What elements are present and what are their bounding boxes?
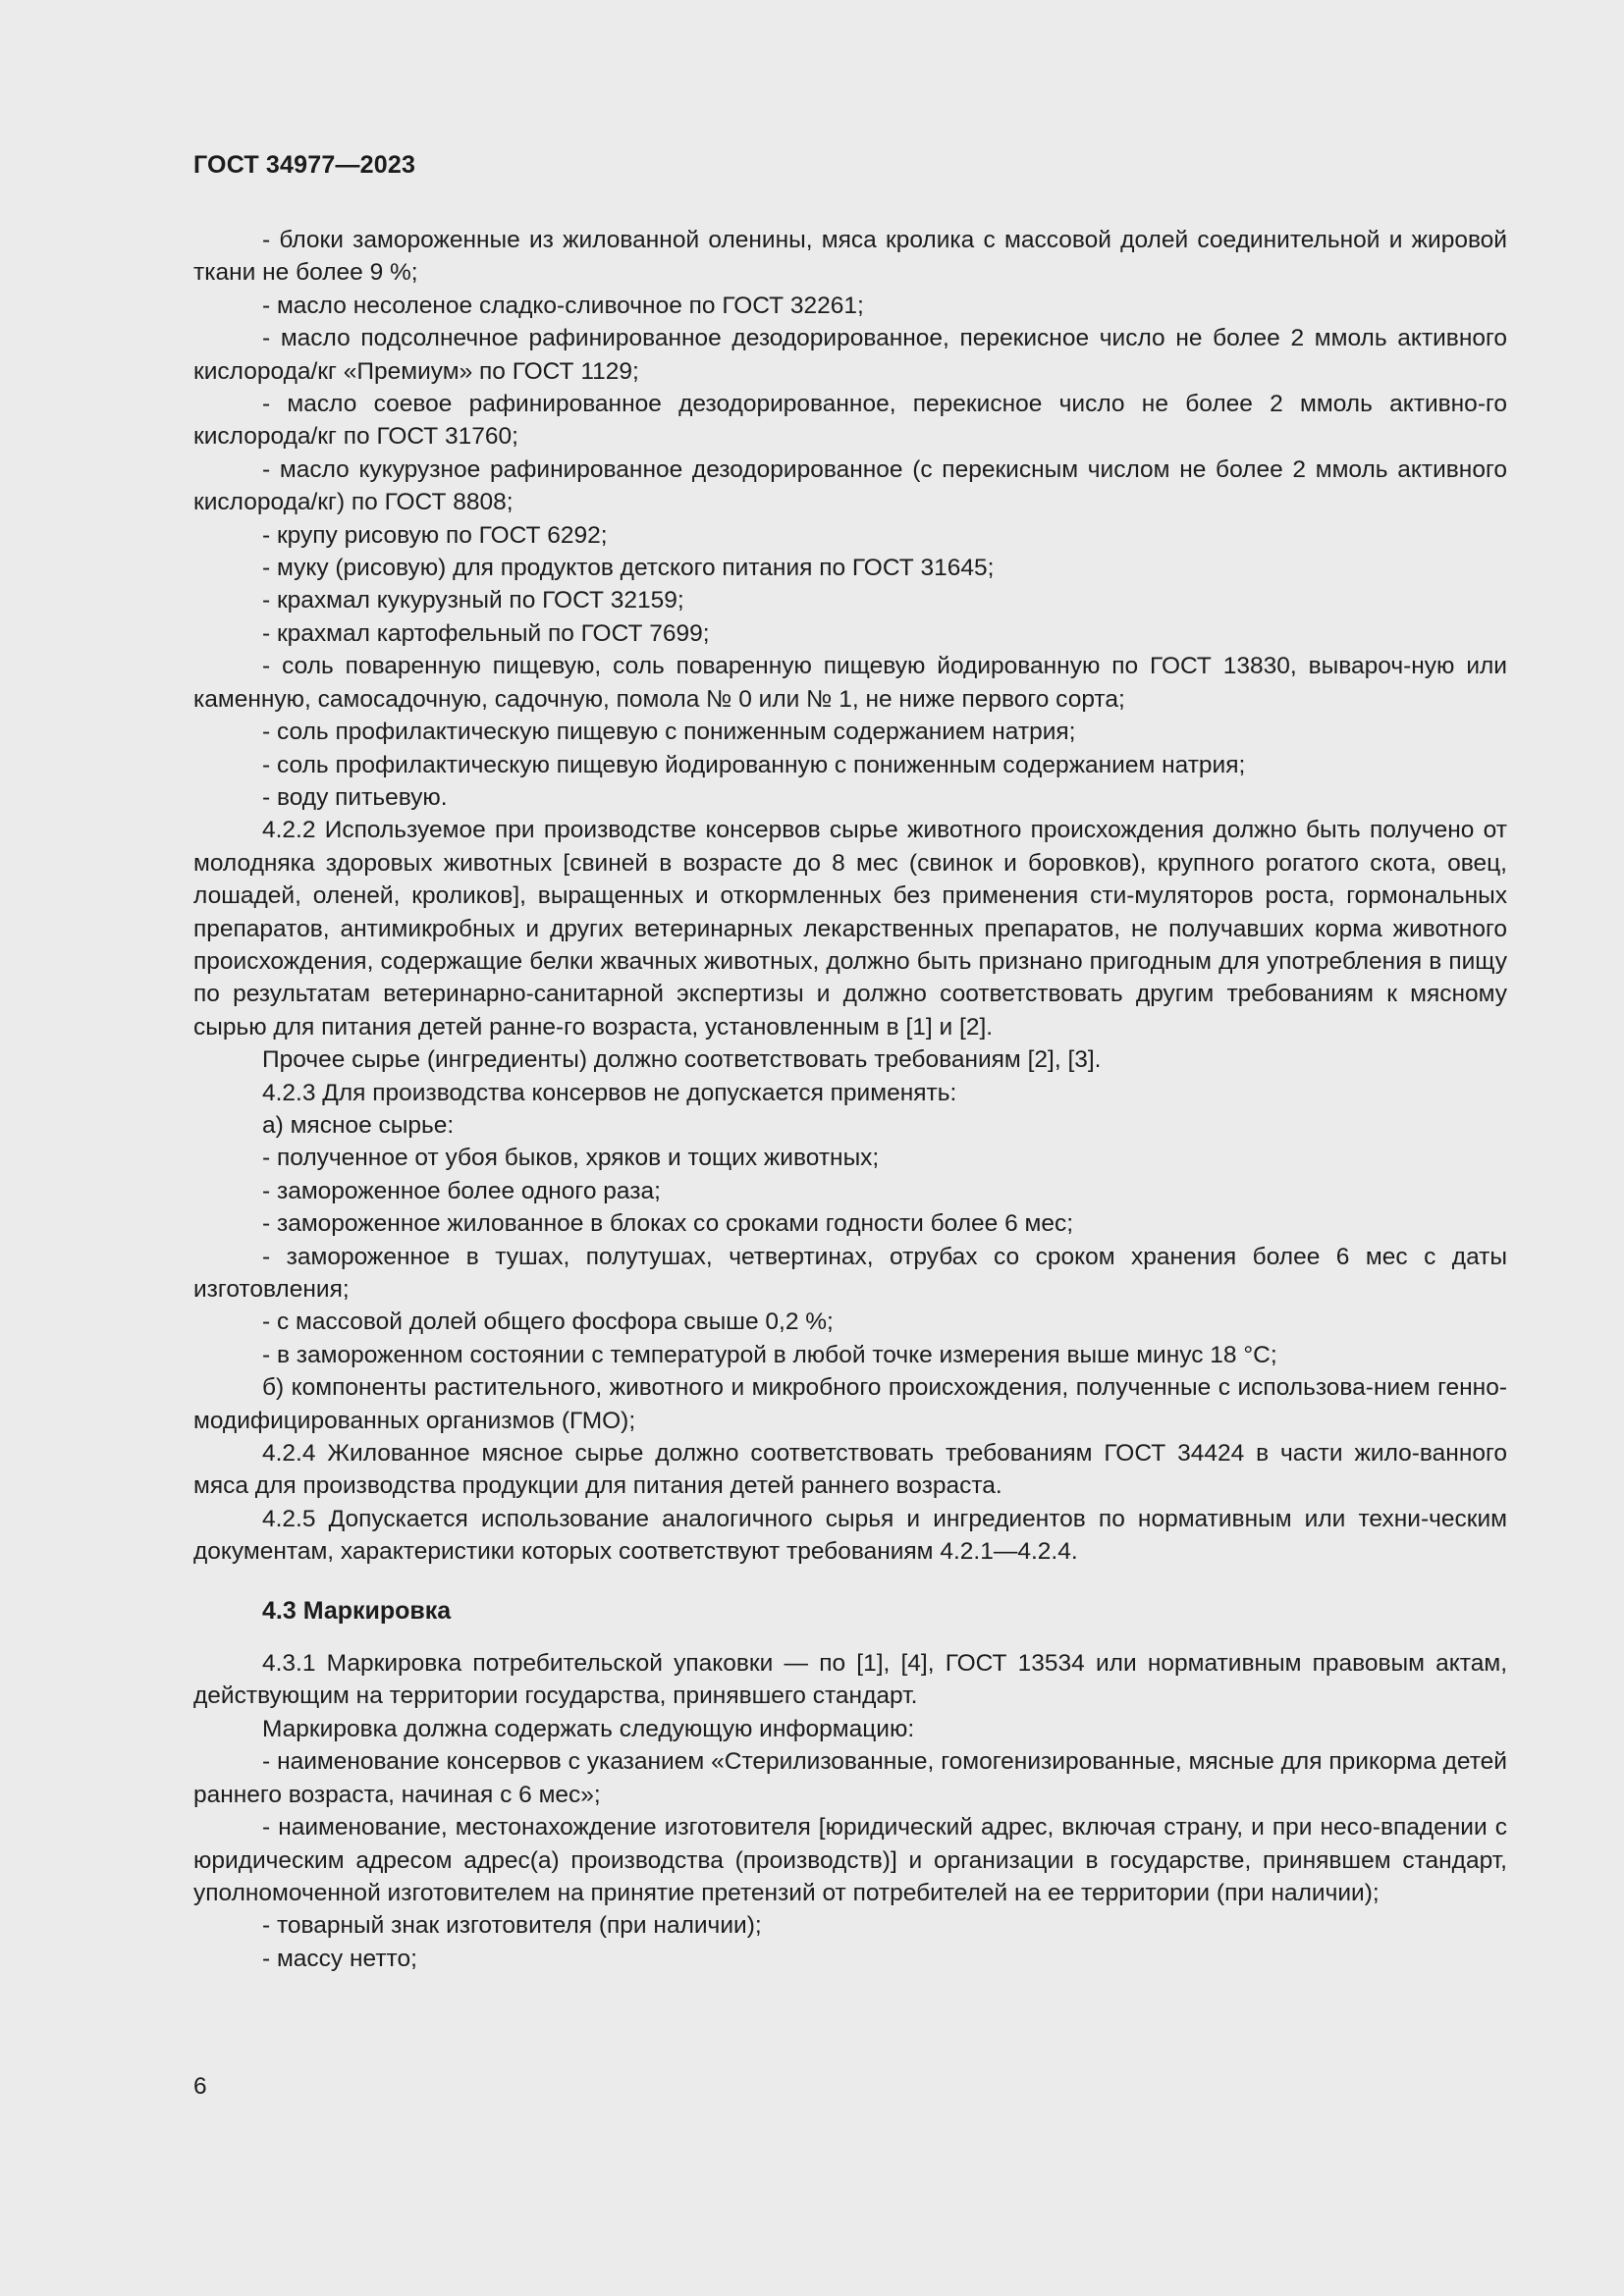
paragraph: - с массовой долей общего фосфора свыше 0,2 %; bbox=[262, 1308, 834, 1336]
paragraph: - муку (рисовую) для продуктов детского питания по ГОСТ 31645; bbox=[262, 555, 995, 582]
paragraph: 4.2.5 Допускается использование аналогичного сырья и ингредиентов по нормативным или техни-ческим документам, характеристики которых соответствуют требованиям 4.2.1—4.2.4. bbox=[193, 1505, 1507, 1566]
paragraph: Маркировка должна содержать следующую информацию: bbox=[262, 1715, 915, 1742]
paragraph: 4.2.4 Жилованное мясное сырье должно соответствовать требованиям ГОСТ 34424 в части жило-ванного мяса для производства продукции для питания детей раннего возраста. bbox=[193, 1440, 1507, 1500]
document-header-title: ГОСТ 34977—2023 bbox=[193, 151, 416, 179]
paragraph: - наименование, местонахождение изготовителя [юридический адрес, включая страну, и при несо-впадении с юридическим адресом адрес(а) производства (производств)] и организации в государстве, принявшем стандарт, уполномоченной изготовителем на принятие претензий от потребителей на ее территории (при наличии); bbox=[193, 1814, 1507, 1906]
paragraph: - воду питьевую. bbox=[262, 783, 448, 811]
paragraph: Прочее сырье (ингредиенты) должно соответствовать требованиям [2], [3]. bbox=[262, 1046, 1102, 1074]
paragraph: - крахмал картофельный по ГОСТ 7699; bbox=[262, 619, 710, 647]
paragraph: 4.2.2 Используемое при производстве консервов сырье животного происхождения должно быть получено от молодняка здоровых животных [свиней в возрасте до 8 мес (свинок и боровков), крупного рогатого скота, овец, лошадей, оленей, кроликов], выращенных и откормленных без применения сти-муляторов роста, гормональных препаратов, антимикробных и других ветеринарных лекарственных препаратов, не получавших корма животного происхождения, содержащие белки жвачных животных, должно быть признано пригодным для употребления в пищу по результатам ветеринарно-санитарной экспертизы и должно соответствовать другим требованиям к мясному сырью для питания детей ранне-го возраста, установленным в [1] и [2]. bbox=[193, 817, 1507, 1041]
paragraph: - крахмал кукурузный по ГОСТ 32159; bbox=[262, 587, 684, 614]
paragraph: а) мясное сырье: bbox=[262, 1111, 455, 1139]
paragraph: - масло кукурузное рафинированное дезодорированное (с перекисным числом не более 2 ммоль активного кислорода/кг) по ГОСТ 8808; bbox=[193, 455, 1507, 516]
paragraph: - блоки замороженные из жилованной оленины, мяса кролика с массовой долей соединительной и жировой ткани не более 9 %; bbox=[193, 227, 1507, 287]
paragraph: - масло несоленое сладко-сливочное по ГОСТ 32261; bbox=[262, 292, 864, 319]
paragraph: - полученное от убоя быков, хряков и тощих животных; bbox=[262, 1145, 880, 1172]
paragraph: - соль поваренную пищевую, соль поваренную пищевую йодированную по ГОСТ 13830, вывароч-ную или каменную, самосадочную, садочную, помола № 0 или № 1, не ниже первого сорта; bbox=[193, 653, 1507, 713]
paragraph: - замороженное в тушах, полутушах, четвертинах, отрубах со сроком хранения более 6 мес с даты изготовления; bbox=[193, 1243, 1507, 1303]
document-body bbox=[193, 224, 1507, 1975]
paragraph: - товарный знак изготовителя (при наличии); bbox=[262, 1912, 762, 1940]
paragraph: - масло соевое рафинированное дезодорированное, перекисное число не более 2 ммоль активно-го кислорода/кг по ГОСТ 31760; bbox=[193, 391, 1507, 451]
paragraph: - замороженное жилованное в блоках со сроками годности более 6 мес; bbox=[262, 1210, 1074, 1238]
paragraph: - замороженное более одного раза; bbox=[262, 1177, 661, 1204]
paragraph: 4.3.1 Маркировка потребительской упаковки — по [1], [4], ГОСТ 13534 или нормативным правовым актам, действующим на территории государства, принявшего стандарт. bbox=[193, 1650, 1507, 1710]
section-heading: 4.3 Маркировка bbox=[262, 1596, 452, 1625]
paragraph: 4.2.3 Для производства консервов не допускается применять: bbox=[262, 1079, 957, 1106]
paragraph: - массу нетто; bbox=[262, 1945, 417, 1972]
paragraph: - в замороженном состоянии с температурой в любой точке измерения выше минус 18 °C; bbox=[262, 1341, 1277, 1368]
paragraph: - соль профилактическую пищевую с пониженным содержанием натрия; bbox=[262, 719, 1076, 746]
paragraph: б) компоненты растительного, животного и микробного происхождения, полученные с использова-нием генно-модифицированных организмов (ГМО); bbox=[193, 1374, 1507, 1434]
paragraph: - крупу рисовую по ГОСТ 6292; bbox=[262, 521, 608, 549]
paragraph: - масло подсолнечное рафинированное дезодорированное, перекисное число не более 2 ммоль активного кислорода/кг «Премиум» по ГОСТ 1129; bbox=[193, 325, 1507, 385]
paragraph: - соль профилактическую пищевую йодированную с пониженным содержанием натрия; bbox=[262, 751, 1246, 778]
page-number: 6 bbox=[193, 2073, 207, 2100]
paragraph: - наименование консервов с указанием «Стерилизованные, гомогенизированные, мясные для прикорма детей раннего возраста, начиная с 6 мес»; bbox=[193, 1748, 1507, 1808]
